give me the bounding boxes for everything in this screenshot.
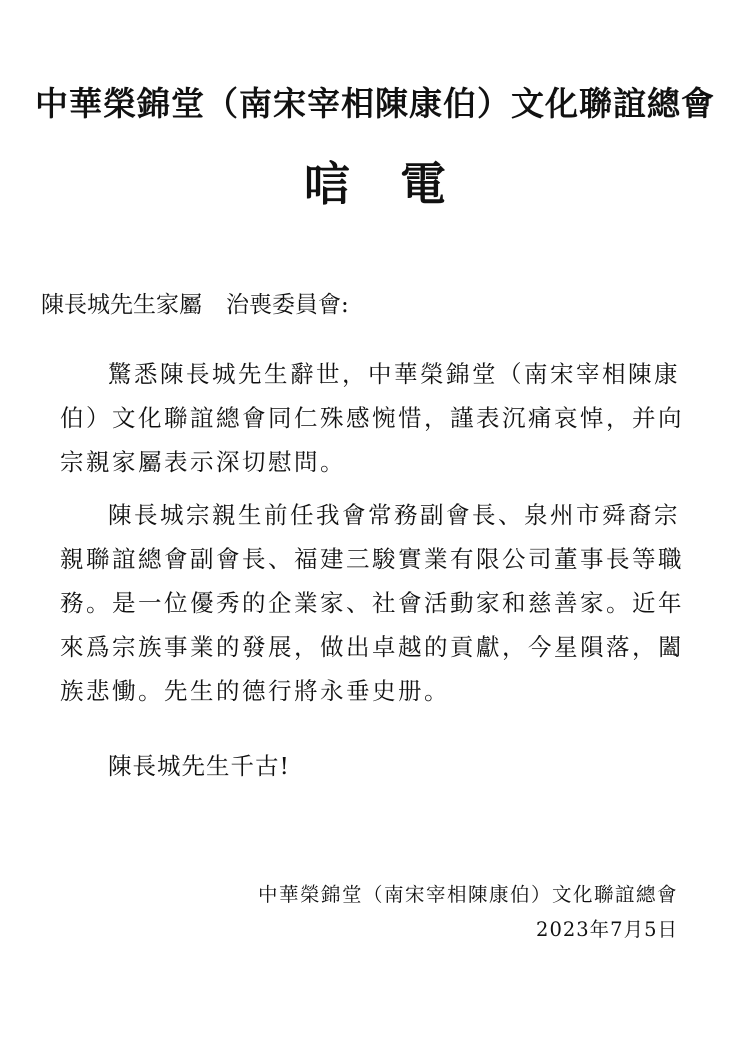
document-title: 唁電 [304,157,496,211]
recipient-committee: 治喪委員會: [226,292,349,318]
body-paragraph-condolence: 驚悉陳長城先生辭世，中華榮錦堂（南宋宰相陳康伯）文化聯誼總會同仁殊感惋惜，謹表沉痛哀悼，并向宗親家屬表示深切慰問。 [60,360,684,476]
signature-date: 2023年7月5日 [536,918,678,941]
organization-heading: 中華榮錦堂（南宋宰相陳康伯）文化聯誼總會 [35,84,715,123]
body-paragraph-biography: 陳長城宗親生前任我會常務副會長、泉州市舜裔宗親聯誼總會副會長、福建三駿實業有限公司董事長等職務。是一位優秀的企業家、社會活動家和慈善家。近年來爲宗族事業的發展，做出卓越的貢獻，今星隕落，闔族悲慟。先生的德行將永垂史册。 [60,501,684,705]
signature-organization: 中華榮錦堂（南宋宰相陳康伯）文化聯誼總會 [257,883,678,906]
closing-line: 陳長城先生千古! [108,752,290,780]
message-body [60,352,692,722]
recipients-line [41,286,349,319]
recipient-family: 陳長城先生家屬 [41,292,202,318]
